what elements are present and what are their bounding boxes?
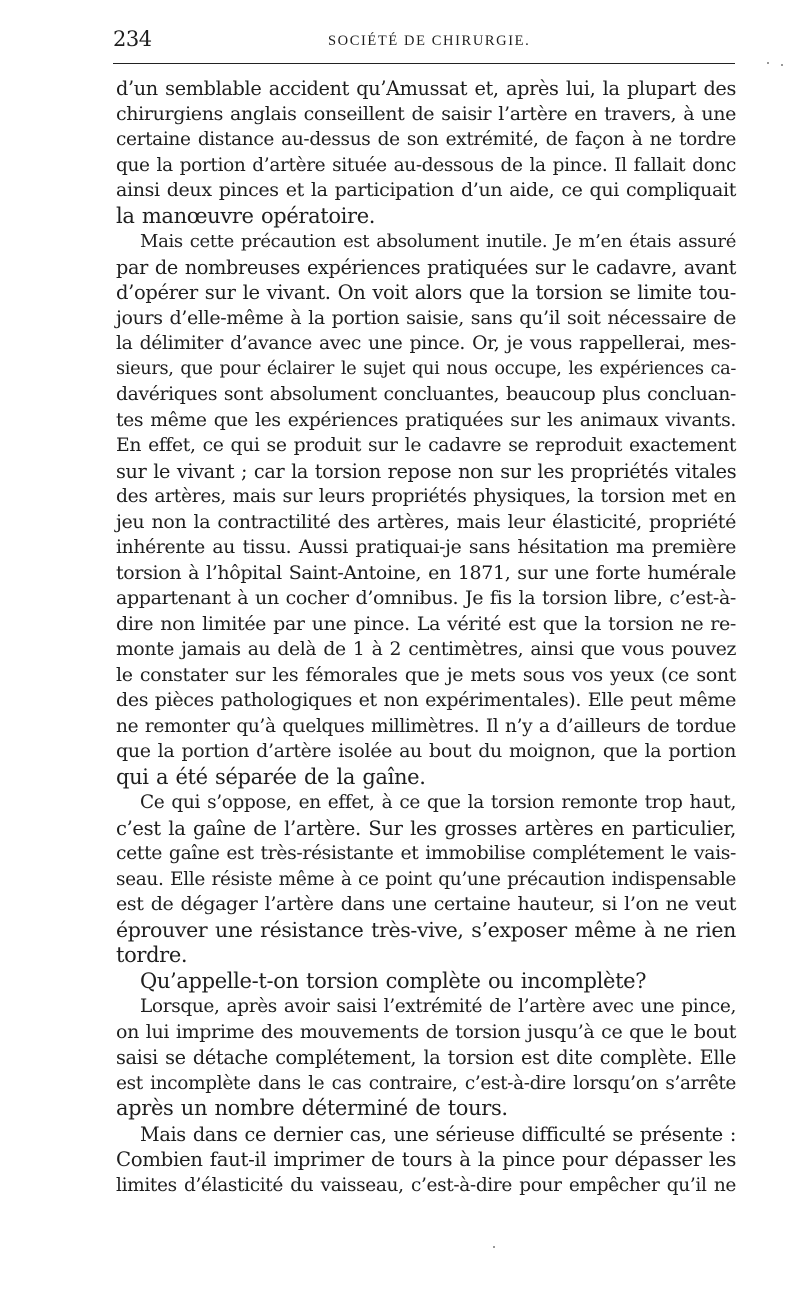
text-line: Lorsque, après avoir saisi l’extrémité de l’artère avec une pince, (140, 996, 736, 1017)
text-line: la manœuvre opératoire. (116, 203, 376, 228)
text-line: ainsi deux pinces et la participation d’un aide, ce qui compliquait (116, 179, 736, 201)
header-rule (113, 63, 735, 64)
text-line: est de dégager l’artère dans une certaine hauteur, si l’on ne veut (116, 893, 736, 915)
text-line: tordre. (116, 943, 188, 967)
text-line: appartenant à un cocher d’omnibus. Je fis la torsion libre, c’est-à- (116, 587, 736, 609)
text-line: la délimiter d’avance avec une pince. Or, je vous rappellerai, mes- (116, 333, 736, 354)
text-line: c’est la gaîne de l’artère. Sur les grosses artères en particulier, (116, 816, 736, 840)
text-line: que la portion d’artère située au-dessous de la pince. Il fallait donc (116, 154, 736, 176)
page-number: 234 (113, 27, 152, 51)
text-line: inhérente au tissu. Aussi pratiquai-je sans hésitation ma première (116, 537, 736, 558)
print-speck (781, 64, 783, 66)
running-head: SOCIÉTÉ DE CHIRURGIE. (328, 33, 531, 49)
text-line: des pièces pathologiques et non expérimentales). Elle peut même (116, 689, 736, 711)
text-line: chirurgiens anglais conseillent de saisir l’artère en travers, à une (116, 102, 736, 125)
text-line: le constater sur les fémorales que je mets sous vos yeux (ce sont (116, 663, 736, 686)
text-line: éprouver une résistance très-vive, s’exposer même à ne rien (116, 917, 736, 942)
text-line: limites d’élasticité du vaisseau, c’est-à-dire pour empêcher qu’il ne (116, 1174, 736, 1196)
text-line: Qu’appelle-t-on torsion complète ou incomplète? (140, 968, 647, 993)
text-line: jours d’elle-même à la portion saisie, sans qu’il soit nécessaire de (116, 306, 736, 329)
text-line: est incomplète dans le cas contraire, c’est-à-dire lorsqu’on s’arrête (116, 1072, 736, 1094)
text-line: torsion à l’hôpital Saint-Antoine, en 1871, sur une forte humérale (116, 561, 736, 584)
text-line: ne remonter qu’à quelques millimètres. Il n’y a d’ailleurs de tordue (116, 715, 736, 737)
text-line: tes même que les expériences pratiquées sur les animaux vivants. (116, 409, 736, 431)
text-line: des artères, mais sur leurs propriétés physiques, la torsion met en (116, 486, 736, 507)
text-line: d’un semblable accident qu’Amussat et, après lui, la plupart des (116, 77, 736, 100)
text-line: dire non limitée par une pince. La vérité est que la torsion ne re- (116, 612, 736, 635)
text-line: Combien faut-il imprimer de tours à la pince pour dépasser les (116, 1148, 736, 1171)
text-line: qui a été séparée de la gaîne. (116, 764, 426, 789)
text-line: davériques sont absolument concluantes, beaucoup plus concluan- (116, 384, 736, 405)
text-line: sieurs, que pour éclairer le sujet qui nous occupe, les expériences ca- (116, 358, 736, 379)
text-line: saisi se détache complétement, la torsion est dite complète. Elle (116, 1046, 736, 1069)
text-line: seau. Elle résiste même à ce point qu’une précaution indispensable (116, 868, 736, 890)
text-line: que la portion d’artère isolée au bout du moignon, que la portion (116, 740, 736, 762)
text-line: En effet, ce qui se produit sur le cadavre se reproduit exactement (116, 435, 736, 456)
text-line: certaine distance au-dessus de son extrémité, de façon à ne tordre (116, 129, 736, 150)
text-line: monte jamais au delà de 1 à 2 centimètres, ainsi que vous pouvez (116, 639, 736, 660)
print-speck (493, 1246, 495, 1248)
text-line: d’opérer sur le vivant. On voit alors que la torsion se limite tou- (116, 281, 736, 304)
text-line: Ce qui s’oppose, en effet, à ce que la torsion remonte trop haut, (140, 792, 736, 813)
text-line: par de nombreuses expériences pratiquées sur le cadavre, avant (116, 255, 736, 279)
print-speck (767, 62, 769, 64)
text-line: sur le vivant ; car la torsion repose non sur les propriétés vitales (116, 459, 737, 483)
text-line: on lui imprime des mouvements de torsion jusqu’à ce que le bout (116, 1020, 736, 1043)
text-line: après un nombre déterminé de tours. (116, 1096, 508, 1120)
text-line: jeu non la contractilité des artères, mais leur élasticité, propriété (116, 510, 736, 533)
text-line: Mais dans ce dernier cas, une sérieuse difficulté se présente : (140, 1122, 736, 1146)
body-text (116, 76, 736, 1198)
text-line: cette gaîne est très-résistante et immobilise complétement le vais- (116, 843, 736, 864)
text-line: Mais cette précaution est absolument inutile. Je m’en étais assuré (140, 231, 736, 252)
page-header (113, 26, 735, 56)
